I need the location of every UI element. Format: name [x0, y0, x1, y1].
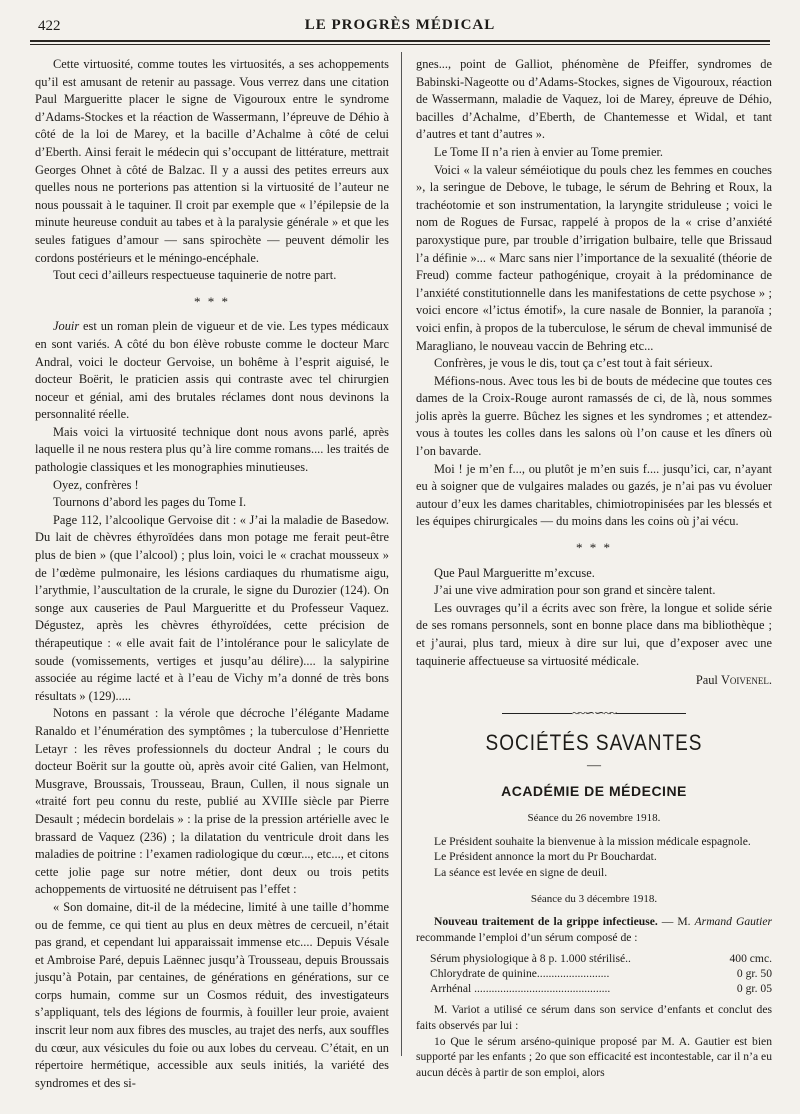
paragraph: Tournons d’abord les pages du Tome I.: [53, 495, 247, 510]
header-rule: [30, 40, 770, 42]
paragraph: La séance est levée en signe de deuil.: [434, 865, 608, 879]
author-last-name: Voivenel.: [720, 673, 772, 688]
paragraph: [35, 318, 389, 424]
header-rule-thin: [30, 44, 770, 45]
communication-title: Nouveau traitement de la grippe infectieuse.: [434, 915, 658, 929]
author-signature: [416, 672, 772, 690]
column-divider: [401, 52, 402, 1056]
ingredient-quantity: 0 gr. 50: [736, 967, 772, 981]
ingredient-name: Arrhénal ...............................................: [430, 982, 611, 996]
paragraph: Page 112, l’alcoolique Gervoise dit : « J’ai la maladie de Basedow. Du lait de chèvres éthyroïdées dans mon potage me ferait peut-être plus de bien » (que l’alcool) ; plus loin, voici le « crachat mousseux » de l’œdème pulmonaire, les lésions cardiaques du rhumatisme aigu, l’arythmie, l’auscultation de la crurale, le signe du Durozier (124). On songe aux causeries de Paul Margueritte et du Professeur Vaquez. Dégustez, après les chèvres éthyroïdées, cette précision de thérapeutique : « elle avait fait de l’intolérance pour le salicylate de soude (vomissements, vertiges et jusqu’au délire).... la salypirine associée au régime lacté et à l’eau de Vichy m’a donné de très bons résultats » (129).....: [35, 512, 389, 703]
page-number: 422: [38, 18, 61, 34]
paragraph: Mais voici la virtuosité technique dont nous avons parlé, après laquelle il ne nous restera plus qu’à lire comme romans.... les traités de pathologie classiques et les monographies minutieuses.: [35, 424, 389, 475]
journal-title: LE PROGRÈS MÉDICAL: [304, 17, 496, 33]
page-header: [30, 12, 770, 38]
right-column: [416, 56, 772, 1080]
section-stars: * * *: [576, 540, 612, 556]
paragraph: J’ai une vive admiration pour son grand et sincère talent.: [434, 583, 716, 598]
left-column: [35, 56, 389, 1092]
ornament-flourish: ~~∽∽~~: [572, 704, 616, 720]
ornament-line: [502, 713, 572, 714]
paragraph: Le Président souhaite la bienvenue à la mission médicale espagnole.: [434, 834, 751, 848]
ingredient-quantity: 400 cmc.: [729, 952, 772, 966]
paragraph: Méfions-nous. Avec tous les bi de bouts de médecine que toutes ces dames de la Croix-Rouge auront ramassés de ci, de là, nous sommes jolis après la guerre. Bûchez les signes et les syndromes ; et attendez-vous à toutes les colles dans les salons où l’on cause et les dîners où l’on bavarde.: [416, 373, 772, 459]
paragraph: Confrères, je vous le dis, tout ça c’est tout à fait sérieux.: [434, 356, 713, 371]
section-title: SOCIÉTÉS SAVANTES: [485, 731, 703, 756]
section-stars: * * *: [194, 293, 230, 309]
paragraph-text: est un roman plein de vigueur et de vie. Les types médicaux en sont variés. A côté du bon élève robuste comme le docteur Marc Andral, voici le docteur Gervoise, un bohême à l’esprit aiguisé, le docteur Boërit, le praticien assis qui contraste avec tel chirurgien noceur et génial, ami des brutales réclames dont nous devinons la personnalité réelle.: [35, 319, 389, 422]
paragraph: Tout ceci d’ailleurs respectueuse taquinerie de notre part.: [53, 268, 337, 283]
ingredient-name: Sérum physiologique à 8 p. 1.000 stérilisé..: [430, 952, 631, 966]
recipe-row: [430, 966, 772, 981]
paragraph: Le Tome II n’a rien à envier au Tome premier.: [434, 144, 664, 159]
serum-recipe: [430, 951, 772, 996]
paragraph: Cette virtuosité, comme toutes les virtuosités, a ses achoppements qu’il est amusant de retenir au passage. Vous verrez dans une citation Paul Margueritte placer le signe de Vigouroux entre le syndrome d’Adams-Stockes et la réaction de Wassermann, l’épreuve de Déhio à côté de la loi de Marey, et la bacille d’Achalme à côté de celui d’Eberth. Ainsi ferait le médecin qui s’occupant de littérature, mettrait Georges Ohnet à côté de Balzac. Il y a aussi des petites erreurs aux quelles nous ne porterions pas attention si la virtuosité de l’auteur ne nous poussait à le taquiner. Il croit par exemple que « l’épilepsie de la minute heureuse conduit au tabes et à la paralysie générale » et que les seules fatigues d’amour — sans spirochète — peuvent démolir les cordons postérieurs et le méningo-encéphale.: [35, 57, 389, 265]
paragraph: Moi ! je m’en f..., ou plutôt je m’en suis f.... jusqu’ici, car, n’ayant eu à soigner que de vulgaires malades ou gazés, je n’ai pas vu évoluer autour d’eux les dames charitables, chimiotropinisées par les blessés et les équipes chirurgicales — du moins dans les coins où j’ai vécu.: [416, 461, 772, 529]
paragraph: M. Variot a utilisé ce sérum dans son service d’enfants et conclut des faits observés par lui :: [416, 1003, 772, 1032]
academy-heading: ACADÉMIE DE MÉDECINE: [501, 782, 687, 799]
section-dash: —: [587, 757, 601, 773]
paragraph-text: recommande l’emploi d’un sérum composé de :: [416, 930, 638, 944]
ingredient-name: Chlorydrate de quinine.........................: [430, 967, 610, 981]
paragraph: Le Président annonce la mort du Pr Bouchardat.: [434, 850, 657, 864]
paragraph: Notons en passant : la vérole que décroche l’élégante Madame Ranaldo et l’énumération des symptômes ; la tuberculose d’Henriette Letayr : les rêves professionnels du docteur Andral ; le cours du docteur Boërit sur la goutte où, après avoir cité Galien, van Helmont, Musgrave, Broussais, Trousseau, Braun, Cullen, il nous signale un «traité fort peu connu du reste, publié au XVIIIe siècle par Pierre Desault ; médecin bordelais » : la prise de la pression artérielle avec le brassard de Vaquez (236) ; la dilatation du ventricule droit dans les maladies de poitrine : l’examen radiologique du cœur..., etc..., et citons cette jolie page sur notre métier, dont deux ou trois petits achoppements de virtuosité ne détruisent pas l’effet :: [35, 706, 389, 897]
paragraph: 1o Que le sérum arséno-quinique proposé par M. A. Gautier est bien supporté par les enfants ; 2o que son efficacité est incontestable, car il n’a eu aucun décès à partir de son emploi, alors: [416, 1034, 772, 1079]
ingredient-quantity: 0 gr. 05: [736, 982, 772, 996]
session-date: Séance du 26 novembre 1918.: [527, 812, 661, 825]
paragraph: Que Paul Margueritte m’excuse.: [434, 565, 595, 580]
book-title: Jouir: [53, 319, 80, 334]
paragraph: Les ouvrages qu’il a écrits avec son frère, la longue et solide série de ses romans personnels, sont en bonne place dans ma bibliothèque ; et j’aurai, plus tard, mieux à dire sur lui, que d’exposer avec une taquinerie affectueuse sa virtuosité médicale.: [416, 600, 772, 668]
ornament-line: [616, 713, 686, 714]
section-ornament: [416, 704, 772, 722]
paragraph: [416, 914, 772, 945]
paragraph: gnes..., point de Galliot, phénomène de Pfeiffer, syndromes de Babinski-Nageotte ou d’Adams-Stockes, signes de Vigouroux, réaction de Wassermann, maladie de Vaquez, loi de Marey, épreuve de Déhio, bacilles d’Achalme, d’Eberth, de Chantemesse et Widal, et tant d’autres et tant d’autres ».: [416, 57, 772, 142]
paragraph: Oyez, confrères !: [53, 477, 139, 492]
recipe-row: [430, 981, 772, 996]
paragraph: « Son domaine, dit-il de la médecine, limité à une taille d’homme ou de femme, ce qui tient au plus en deux mètres de cercueil, n’était pas grand, et cependant lui apparaissait immense etc.... Depuis Vésale et Ambroise Paré, depuis Laënnec jusqu’à Trousseau, depuis Broussais jusqu’à Potain, par centaines, de générations en générations, sur ce corps humain, comme sur un Cosmos réduit, des investigateurs s’appliquant, tels des légions de fourmis, à fouiller leur proie, avaient inscrit leur nom aux fibres des muscles, au trajet des nerfs, aux souffles du cœur, aux vésicules du foie ou aux lobes du cerveau. C’était, en un répertoire hermétique, accessible aux seuls initiés, la variété des syndromes et des si-: [35, 899, 389, 1090]
author-first-name: Paul: [695, 673, 721, 688]
paragraph-text: — M.: [657, 915, 695, 929]
paragraph: Voici « la valeur séméiotique du pouls chez les femmes en couches », la seringue de Debove, le tubage, le sérum de Behring et Roux, la trachéotomie et son instrumentation, la laryngite striduleuse ; voici le nom de Rogues de Fursac, rappelé à propos de la « crise d’anxiété paroxystique pure, par trouble d’irrigation bulbaire, telle que Brissaud l’a définie »... « Marc sans nier l’importance de la sexualité (théorie de Freud) comme facteur pathogénique, croyait à la prédominance de l’anxiété constitutionnelle dans les manifestations de cette psychose » ; voici encore «l’ictus émotif», la cure nasale de Bonnier, la paranoïa ; voici enfin, à propos de la tuberculose, le sérum de cheval immunisé de Maragliano, le nouveau vaccin de Behring etc...: [416, 162, 772, 353]
recipe-row: [430, 951, 772, 966]
session-date: Séance du 3 décembre 1918.: [530, 892, 658, 905]
author-name: Armand Gautier: [694, 915, 773, 929]
